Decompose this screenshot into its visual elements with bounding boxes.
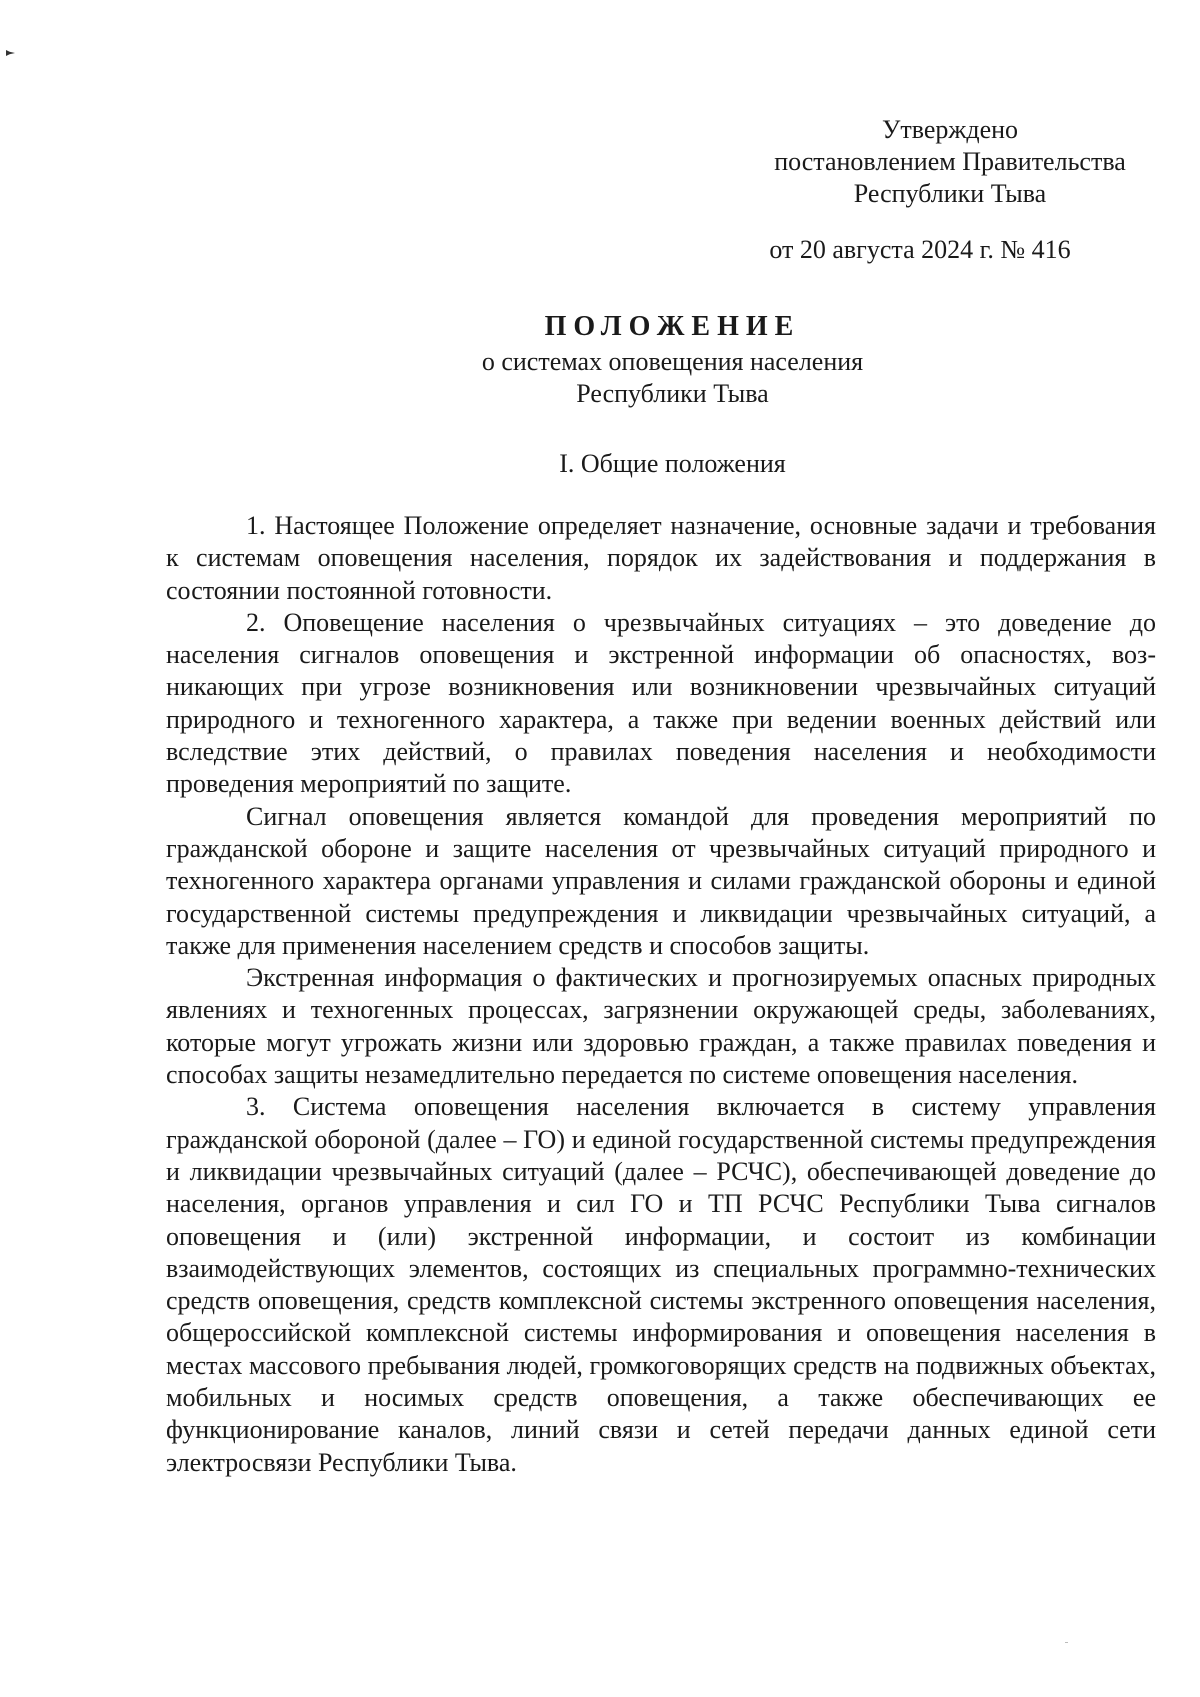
- approval-line-approved: Утверждено: [881, 115, 1019, 144]
- document-subtitle-line-2: Республики Тыва: [576, 379, 769, 408]
- approval-line-republic: Республики Тыва: [853, 179, 1047, 208]
- paragraph-2: 2. Оповещение населения о чрезвычайных ситуациях – это доведение до населения сигналов оповещения и экстренной информации об опасностях, возникающих при угрозе возникновения или возникновении чрезвычайных ситуаций природного и техногенного характера, а также при ведении военных действий или вследствие этих действий, о правилах поведения населения и необходимости проведения мероприятий по защите.: [166, 607, 1156, 799]
- approval-date: от 20 августа 2024 г. № 416: [769, 235, 1071, 264]
- document-subtitle: [0, 346, 1200, 410]
- paragraph-1: 1. Настоящее Положение определяет назначение, основные задачи и требования к системам оповещения населения, порядок их задействования и поддержания в состоянии постоянной готовности.: [166, 511, 1156, 605]
- section-heading: I. Общие положения: [559, 449, 786, 478]
- section-body: [166, 510, 1156, 1479]
- paragraph-3: 3. Система оповещения населения включается в систему управления гражданской обороной (далее – ГО) и единой государственной системы предупреждения и ликвидации чрезвычайных ситуаций (далее – РСЧС), обеспечивающей доведение до населения, органов управления и сил ГО и ТП РСЧС Республики Тыва сигналов оповещения и (или) экстренной информации, и состоит из комбинации взаимодействующих элементов, состоящих из специальных программно-технических средств оповещения, средств комплексной системы экстренного оповещения населения, общероссийской комплексной системы информирования и оповещения населения в местах массового пребывания людей, громкоговорящих средств на подвижных объектах, мобильных и носимых средств оповещения, а также обеспечивающих ее функционирование каналов, линий связи и сетей передачи данных единой сети электросвязи Республики Тыва.: [166, 1092, 1156, 1477]
- document-subtitle-line-1: о системах оповещения населения: [481, 347, 864, 376]
- approval-line-resolution: постановлением Правительства: [774, 147, 1126, 176]
- scan-artifact-mark: [6, 50, 15, 56]
- paragraph-2-signal: Сигнал оповещения является командой для проведения мероприятий по гражданской обороне и защите населения от чрезвычайных ситуаций природного и техногенного характера органами управления и силами гражданской обороны и единой государственной системы предупреждения и ликвидации чрезвычайных ситуаций, а также для применения населением средств и способов защиты.: [166, 801, 1156, 960]
- approval-stamp-block: [760, 114, 1140, 210]
- document-title: ПОЛОЖЕНИЕ: [544, 311, 801, 342]
- paragraph-2-emergency-info: Экстренная информация о фактических и прогнозируемых опасных природных явлениях и техногенных процессах, загрязнении окружающей среды, заболеваниях, которые могут угрожать жизни или здоровью граждан, а также правилах поведения и способах защиты незамедлительно передается по системе оповещения населения.: [166, 963, 1156, 1090]
- scan-artifact-dot: [1065, 1642, 1068, 1643]
